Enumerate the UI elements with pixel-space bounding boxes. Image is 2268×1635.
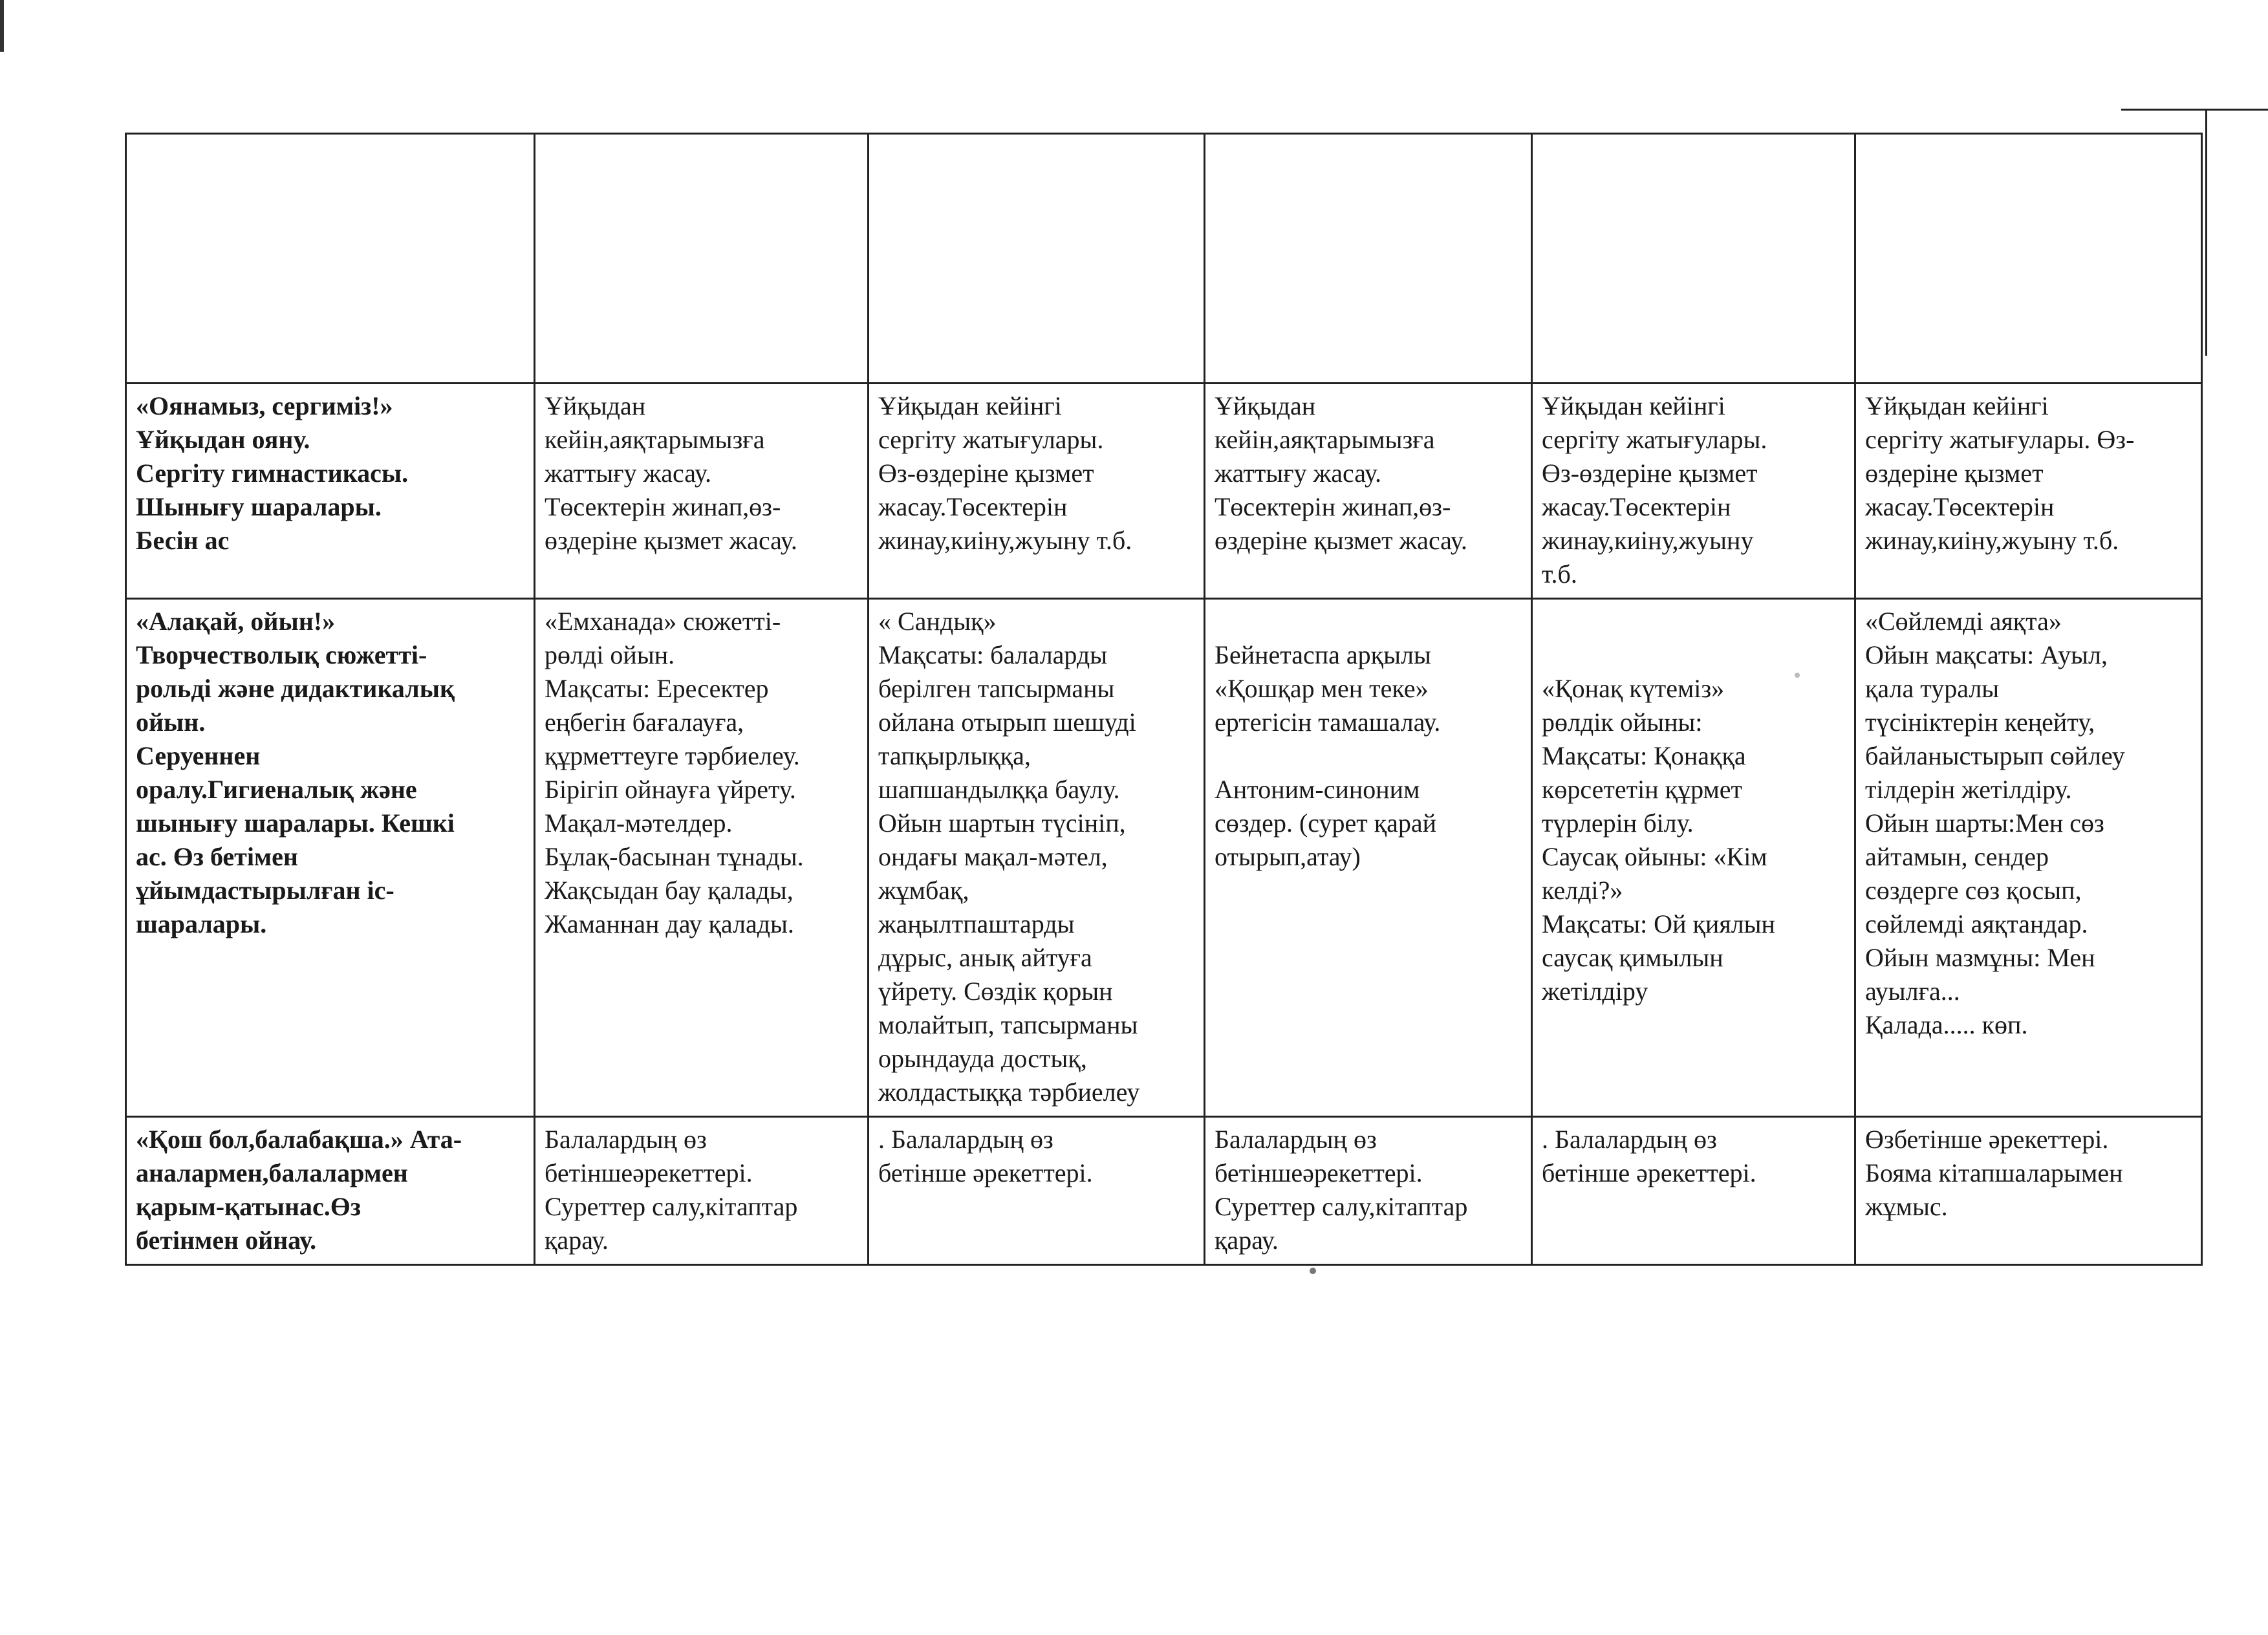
table-cell: [1855, 134, 2202, 384]
table-row-games: [126, 599, 2202, 1117]
table-cell: Өзбетінше әрекеттері. Бояма кітапшаларымен жұмыс.: [1855, 1117, 2202, 1265]
row-label: «Оянамыз, сергиміз!» Ұйқыдан ояну. Сергіту гимнастикасы. Шынығу шаралары. Бесін ас: [126, 384, 535, 599]
table-cell: «Емханада» сюжетті- рөлді ойын. Мақсаты: Ересектер еңбегін бағалауға, құрметтеуге тәрбиелеу. Бірігіп ойнауға үйрету. Мақал-мәтелдер. Бұлақ-басынан тұнады. Жақсыдан бау қалады, Жаманнан дау қалады.: [535, 599, 869, 1117]
table-cell: Балалардың өз бетіншеәрекеттері. Суреттер салу,кітаптар қарау.: [535, 1117, 869, 1265]
table-cell: Бейнетаспа арқылы «Қошқар мен теке» ертегісін тамашалау. Антоним-синоним сөздер. (сурет қарай отырып,атау): [1205, 599, 1532, 1117]
table-row-header-blank: [126, 134, 2202, 384]
table-cell: [869, 134, 1205, 384]
row-label: «Алақай, ойын!» Творчестволық сюжетті- рольді және дидактикалық ойын. Серуеннен оралу.Гигиеналық және шынығу шаралары. Кешкі ас. Өз бетімен ұйымдастырылған іс- шаралары.: [126, 599, 535, 1117]
table-cell: Ұйқыдан кейінгі сергіту жатығулары. Өз-өздеріне қызмет жасау.Төсектерін жинау,киіну,жуыну т.б.: [869, 384, 1205, 599]
table-cell: [535, 134, 869, 384]
table-cell: Ұйқыдан кейінгі сергіту жатығулары. Өз-өздеріне қызмет жасау.Төсектерін жинау,киіну,жуыну т.б.: [1532, 384, 1855, 599]
table-cell: . Балалардың өз бетінше әрекеттері.: [1532, 1117, 1855, 1265]
daily-plan-table: [125, 133, 2203, 1266]
scan-speck: [1310, 1268, 1316, 1274]
scan-edge-mark: [0, 0, 4, 52]
table-cell: «Сөйлемді аяқта» Ойын мақсаты: Ауыл, қала туралы түсініктерін кеңейту, байланыстырып сөйлеу тілдерін жетілдіру. Ойын шарты:Мен сөз айтамын, сендер сөздерге сөз қосып, сөйлемді аяқтандар. Ойын мазмұны: Мен ауылға... Қалада..... көп.: [1855, 599, 2202, 1117]
scan-speck: [1795, 673, 1800, 678]
table-cell: «Қонақ күтеміз» рөлдік ойыны: Мақсаты: Қонаққа көрсететін құрмет түрлерін білу. Саусақ ойыны: «Кім келді?» Мақсаты: Ой қиялын саусақ қимылын жетілдіру: [1532, 599, 1855, 1117]
table-cell: Балалардың өз бетіншеәрекеттері. Суреттер салу,кітаптар қарау.: [1205, 1117, 1532, 1265]
table-cell: « Сандық» Мақсаты: балаларды берілген тапсырманы ойлана отырып шешуді тапқырлыққа, шапшандылққа баулу. Ойын шартын түсініп, ондағы мақал-мәтел, жұмбақ, жаңылтпаштарды дұрыс, анық айтуға үйрету. Сөздік қорын молайтып, тапсырманы орындауда достық, жолдастыққа тәрбиелеу: [869, 599, 1205, 1117]
table-cell: . Балалардың өз бетінше әрекеттері.: [869, 1117, 1205, 1265]
row-label: [126, 134, 535, 384]
table-cell: Ұйқыдан кейінгі сергіту жатығулары. Өз- өздеріне қызмет жасау.Төсектерін жинау,киіну,жуыну т.б.: [1855, 384, 2202, 599]
table-top-border-extension: [2121, 109, 2268, 111]
table-row-farewell: [126, 1117, 2202, 1265]
table-cell: [1532, 134, 1855, 384]
table-cell: Ұйқыдан кейін,аяқтарымызға жаттығу жасау. Төсектерін жинап,өз- өздеріне қызмет жасау.: [535, 384, 869, 599]
row-label: «Қош бол,балабақша.» Ата- аналармен,балалармен қарым-қатынас.Өз бетінмен ойнау.: [126, 1117, 535, 1265]
table-cell: Ұйқыдан кейін,аяқтарымызға жаттығу жасау. Төсектерін жинап,өз- өздеріне қызмет жасау.: [1205, 384, 1532, 599]
table-row-wakeup: [126, 384, 2202, 599]
table-right-border-extension: [2205, 110, 2207, 356]
table-cell: [1205, 134, 1532, 384]
